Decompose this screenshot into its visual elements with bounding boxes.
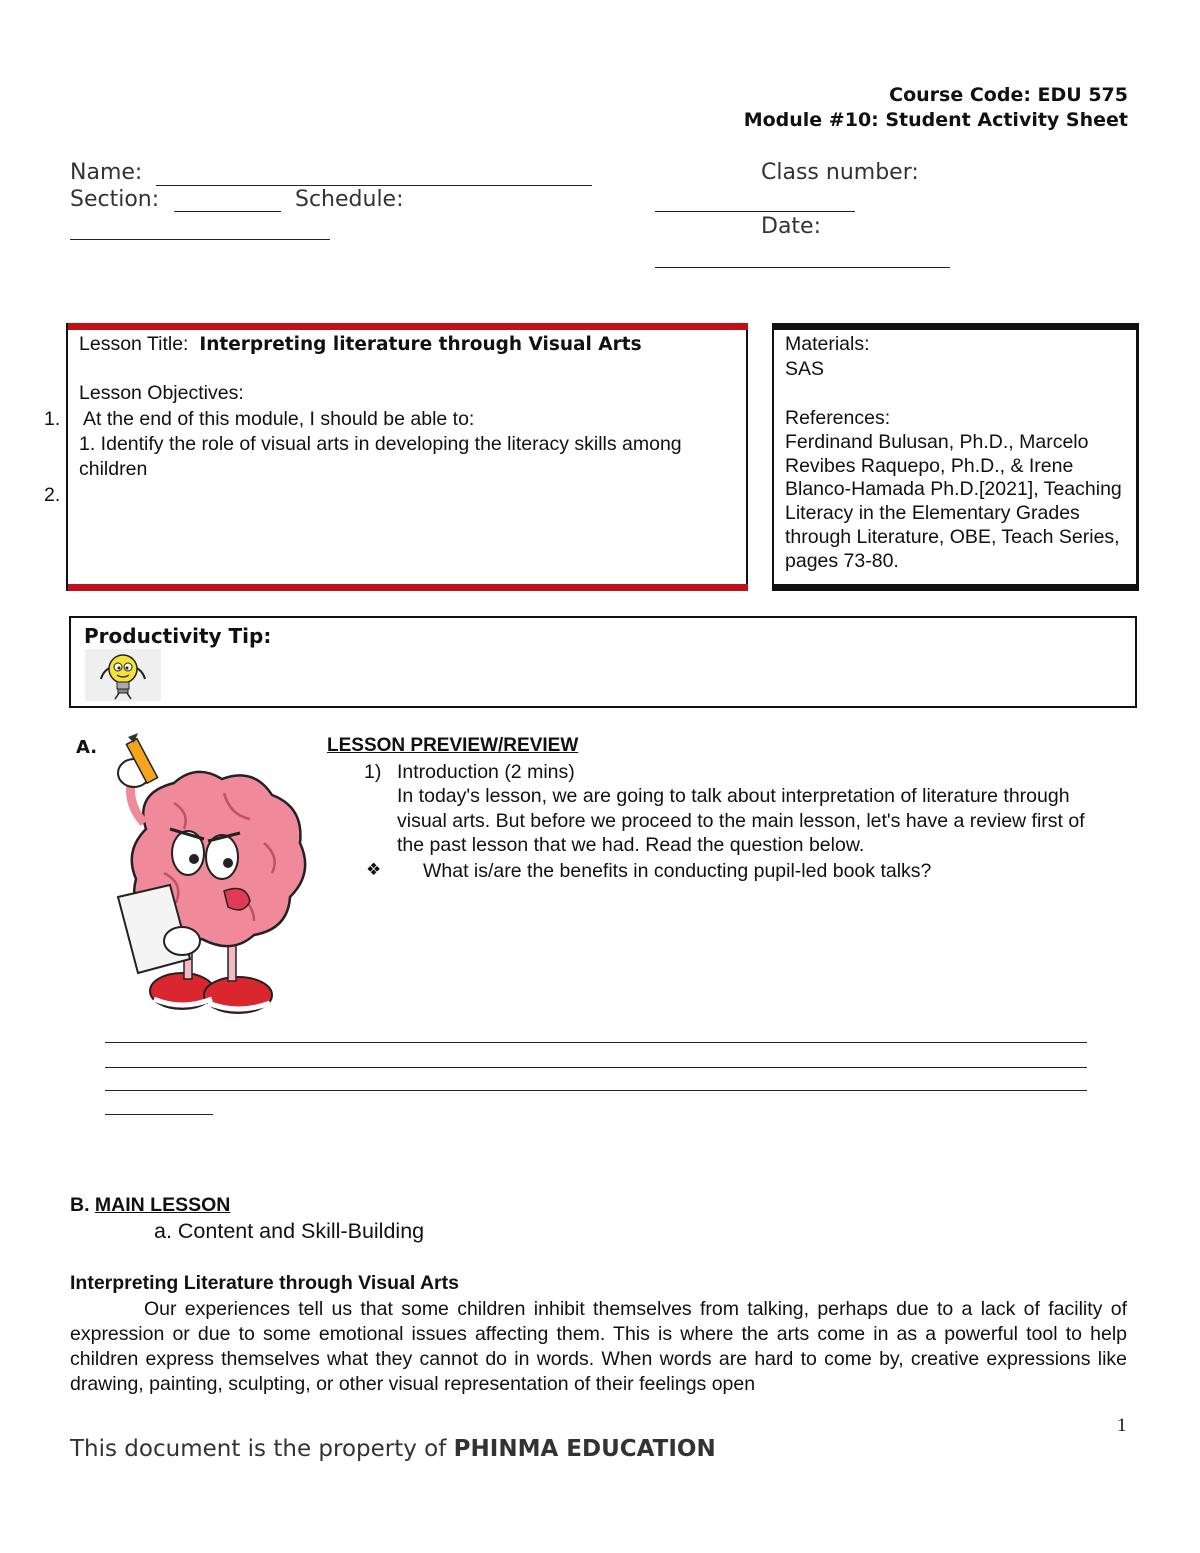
module-title: Module #10: Student Activity Sheet: [743, 109, 1128, 131]
lesson-title-line: [79, 332, 642, 358]
lesson-box-top-bar: [68, 323, 748, 330]
answer-line[interactable]: [105, 1067, 1087, 1068]
lesson-title-label: Lesson Title:: [79, 333, 189, 355]
section-field[interactable]: [174, 211, 281, 212]
lesson-preview-heading: LESSON PREVIEW/REVIEW: [327, 735, 579, 756]
lesson-paragraph: Our experiences tell us that some children inhibit themselves from talking, perhaps due to a lack of facility of expression or due to some emotional issues affecting them. This is where the arts come in as a powerful tool to help children express themselves what they cannot do in words. When words are hard to come by, creative expressions like drawing, painting, sculpting, or other visual representation of their feelings open: [70, 1298, 1127, 1395]
lesson-box-bottom-bar: [68, 584, 748, 591]
lesson-title-value: Interpreting literature through Visual Arts: [199, 334, 642, 355]
section-b-letter: B.: [70, 1194, 90, 1216]
topic-title: Interpreting Literature through Visual Arts: [70, 1272, 459, 1294]
main-lesson-heading: MAIN LESSON: [94, 1194, 231, 1216]
schedule-field[interactable]: [70, 239, 330, 240]
materials-box-bottom-bar: [774, 584, 1136, 591]
lesson-box-right-border: [746, 330, 748, 584]
section-a-letter: A.: [76, 737, 98, 758]
answer-line[interactable]: [105, 1090, 1087, 1091]
footer-property-text: This document is the property of: [70, 1436, 447, 1462]
name-field[interactable]: [156, 185, 592, 186]
intro-item-title: Introduction (2 mins): [397, 761, 575, 783]
brain-mascot-writing-icon: [104, 733, 310, 1023]
diamond-bullet-icon: ❖: [366, 860, 382, 879]
class-number-field[interactable]: [655, 211, 855, 212]
intro-item-text: In today's lesson, we are going to talk about interpretation of literature through visual arts. But before we proceed to the main lesson, let's have a review first of the past lesson that we had. Read the question below.: [397, 785, 1085, 856]
date-field[interactable]: [655, 267, 950, 268]
materials-label: Materials:: [785, 333, 870, 355]
main-lesson-heading-line: [70, 1194, 230, 1217]
footer-company: PHINMA EDUCATION: [453, 1436, 716, 1462]
references-value: Ferdinand Bulusan, Ph.D., Marcelo Revibes Raquepo, Ph.D., & Irene Blanco-Hamada Ph.D.[2021], Teaching Literacy in the Elementary Grades through Literature, OBE, Teach Series, pages 73-80.: [785, 431, 1122, 572]
intro-item-number: 1): [364, 761, 382, 783]
page-number: 1: [1117, 1415, 1127, 1436]
list-number-1: 1.: [44, 408, 61, 430]
answer-line[interactable]: [105, 1114, 213, 1115]
materials-box-top-bar: [774, 323, 1136, 330]
lightbulb-mascot-icon: [85, 649, 161, 701]
section-label: Section:: [70, 187, 160, 212]
objectives-label: Lesson Objectives:: [79, 382, 244, 404]
footer-property: [70, 1436, 716, 1462]
class-number-label: Class number:: [761, 160, 919, 185]
objective-intro: At the end of this module, I should be able to:: [83, 408, 475, 430]
content-skill-subheading: a. Content and Skill-Building: [154, 1219, 425, 1243]
review-question: What is/are the benefits in conducting pupil-led book talks?: [423, 860, 932, 882]
references-label: References:: [785, 407, 891, 429]
productivity-tip-label: Productivity Tip:: [84, 624, 272, 648]
date-label: Date:: [761, 214, 821, 239]
schedule-label: Schedule:: [295, 187, 404, 212]
list-number-2: 2.: [44, 484, 61, 506]
answer-line[interactable]: [105, 1042, 1087, 1043]
name-label: Name:: [70, 160, 143, 185]
objective-1: 1. Identify the role of visual arts in developing the literacy skills among children: [79, 433, 682, 480]
materials-value: SAS: [785, 358, 825, 380]
course-code: Course Code: EDU 575: [889, 84, 1128, 106]
